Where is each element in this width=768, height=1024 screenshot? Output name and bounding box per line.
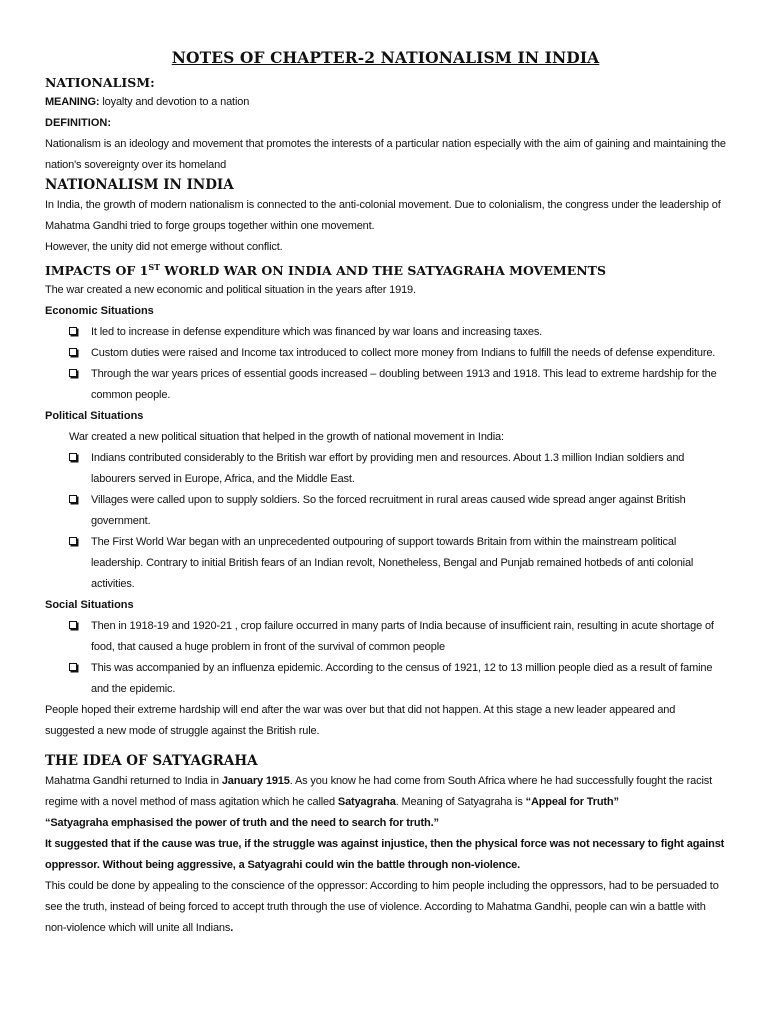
nat-india-paragraph-1: In India, the growth of modern nationalism is connected to the anti-colonial movement. Due to colonialism, the congress under the leadership of Mahatma Gandhi tried to forge groups together within one movement. <box>45 199 721 232</box>
text-run-bold: “Appeal for Truth” <box>525 796 619 809</box>
text-run: . Meaning of Satyagraha is <box>395 796 526 809</box>
social-list <box>45 616 726 700</box>
satyagraha-last-paragraph <box>45 876 726 939</box>
impacts-heading-post: WORLD WAR ON INDIA AND THE SATYAGRAHA MOVEMENTS <box>160 263 607 279</box>
political-label: Political Situations <box>45 410 144 423</box>
economic-list <box>45 322 726 406</box>
definition-text: Nationalism is an ideology and movement that promotes the interests of a particular nation especially with the aim of gaining and maintaining the nation's sovereignty over its homeland <box>45 138 726 171</box>
satyagraha-paragraph-1 <box>45 771 726 813</box>
impacts-intro: The war created a new economic and political situation in the years after 1919. <box>45 284 416 297</box>
impacts-heading-sup: ST <box>148 262 161 272</box>
page-title: NOTES OF CHAPTER-2 NATIONALISM IN INDIA <box>171 48 600 67</box>
economic-label: Economic Situations <box>45 305 154 318</box>
heading-satyagraha: THE IDEA OF SATYAGRAHA <box>45 753 258 770</box>
political-intro: War created a new political situation that helped in the growth of national movement in India: <box>69 431 504 444</box>
political-list <box>45 448 726 595</box>
impacts-heading-pre: IMPACTS OF 1 <box>45 263 149 279</box>
list-item: This was accompanied by an influenza epidemic. According to the census of 1921, 12 to 13 million people died as a result of famine and the epidemic. <box>69 658 726 700</box>
text-run: This could be done by appealing to the conscience of the oppressor: According to him people including the oppressors, had to be persuaded to see the truth, instead of being forced to accept truth through the use of violence. According to Mahatma Gandhi, people can win a battle with non-violence which will unite all Indians <box>45 880 719 935</box>
meaning-label: MEANING: <box>45 96 100 108</box>
bold-paragraph-text: It suggested that if the cause was true, if the struggle was against injustice, then the physical force was not necessary to fight against oppressor. Without being aggressive, a Satyagrahi could win the battle through non-violence. <box>45 838 725 872</box>
text-run-bold: Satyagraha <box>337 796 396 809</box>
nat-india-paragraph-2: However, the unity did not emerge without conflict. <box>45 241 283 253</box>
list-item: Then in 1918-19 and 1920-21 , crop failure occurred in many parts of India because of insufficient rain, resulting in acute shortage of food, that caused a huge problem in front of the survival of common people <box>69 616 726 658</box>
list-item: Custom duties were raised and Income tax introduced to collect more money from Indians to fulfill the needs of defense expenditure. <box>69 343 726 364</box>
social-label: Social Situations <box>45 599 134 612</box>
satyagraha-bold-paragraph <box>45 834 726 876</box>
list-item: It led to increase in defense expenditure which was financed by war loans and increasing taxes. <box>69 322 726 343</box>
list-item: Through the war years prices of essential goods increased – doubling between 1913 and 1918. This lead to extreme hardship for the common people. <box>69 364 726 406</box>
definition-label: DEFINITION: <box>45 117 111 129</box>
quote-text: “Satyagraha emphasised the power of truth and the need to search for truth.” <box>45 817 439 830</box>
text-run: Mahatma Gandhi returned to India in <box>45 775 222 788</box>
heading-nationalism: NATIONALISM: <box>45 75 155 90</box>
text-run: . As you know he had come from South Africa where he had successfully fought the racist regime with a novel method of mass agitation which he called <box>45 775 713 809</box>
heading-nationalism-in-india: NATIONALISM IN INDIA <box>45 177 234 193</box>
satyagraha-quote <box>45 813 726 834</box>
impacts-closing: People hoped their extreme hardship will end after the war was over but that did not happen. At this stage a new leader appeared and suggested a new mode of struggle against the British rule. <box>45 704 676 738</box>
text-run-bold: . <box>230 922 234 935</box>
text-run-bold: January 1915 <box>221 775 290 788</box>
heading-impacts <box>45 258 726 280</box>
list-item: Villages were called upon to supply soldiers. So the forced recruitment in rural areas caused wide spread anger against British government. <box>69 490 726 532</box>
list-item: Indians contributed considerably to the British war effort by providing men and resources. About 1.3 million Indian soldiers and labourers served in Europe, Africa, and the Middle East. <box>69 448 726 490</box>
meaning-line <box>45 92 726 113</box>
list-item: The First World War began with an unprecedented outpouring of support towards Britain from within the mainstream political leadership. Contrary to initial British fears of an Indian revolt, Nonetheless, Bengal and Punjab remained hotbeds of anti colonial activities. <box>69 532 726 595</box>
meaning-text: loyalty and devotion to a nation <box>99 96 250 108</box>
